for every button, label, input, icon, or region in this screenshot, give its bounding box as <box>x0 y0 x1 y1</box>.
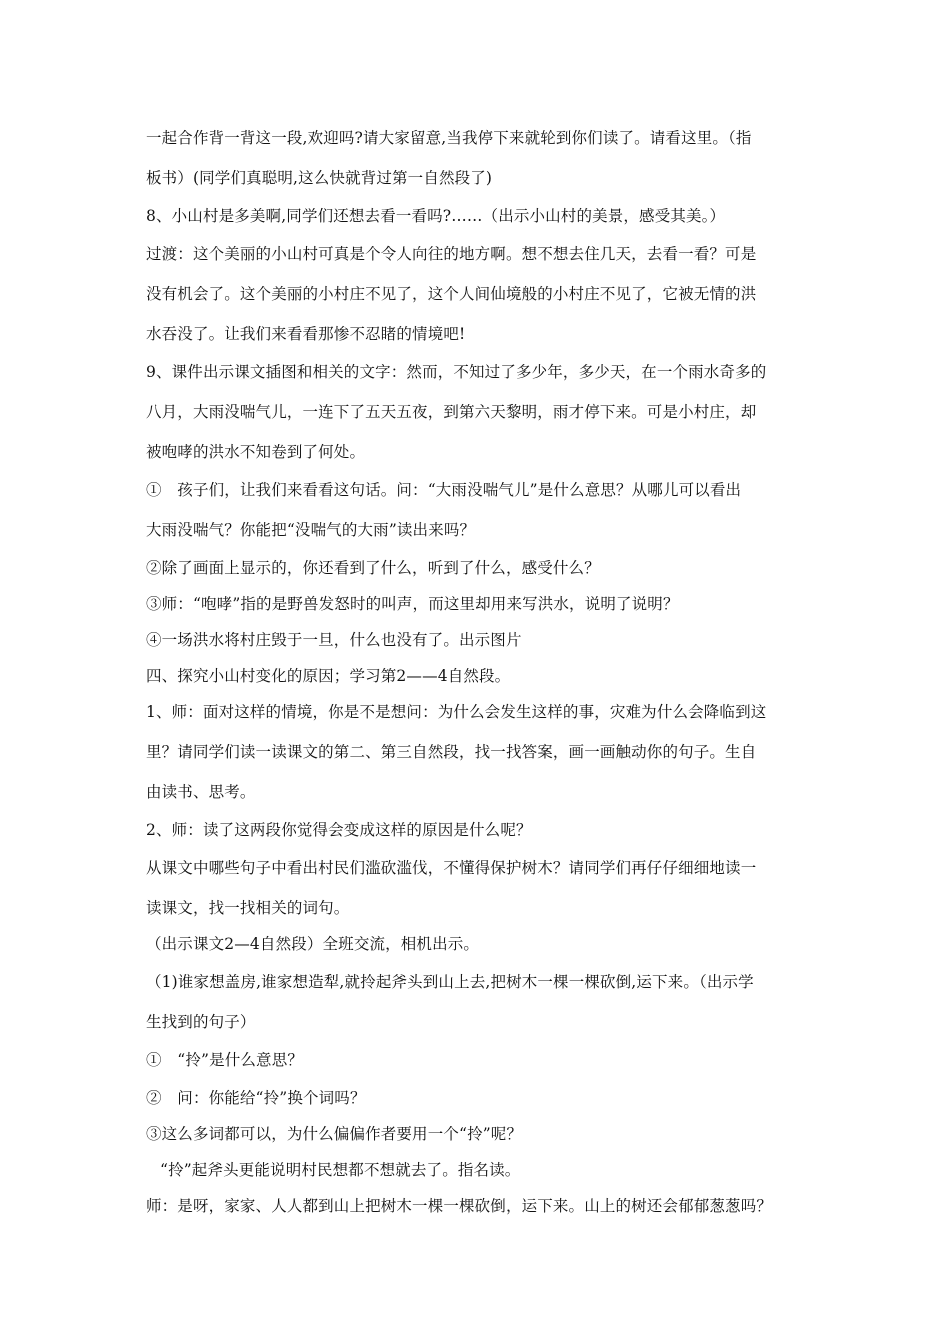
text-line: ④一场洪水将村庄毁于一旦，什么也没有了。出示图片 <box>146 631 522 649</box>
text-line: 从课文中哪些句子中看出村民们滥砍滥伐，不懂得保护树木？请同学们再仔仔细细地读一 <box>146 859 757 877</box>
text-line: 读课文，找一找相关的词句。 <box>146 899 350 917</box>
text-line: 8、小山村是多美啊,同学们还想去看一看吗?……（出示小山村的美景，感受其美。） <box>146 207 726 225</box>
text-line: 大雨没喘气？你能把“没喘气的大雨”读出来吗？ <box>146 521 476 539</box>
text-line: 八月，大雨没喘气儿，一连下了五天五夜，到第六天黎明，雨才停下来。可是小村庄，却 <box>146 403 757 421</box>
text-line: 板书）(同学们真聪明,这么快就背过第一自然段了) <box>146 169 493 187</box>
text-line: ③师：“咆哮”指的是野兽发怒时的叫声，而这里却用来写洪水，说明了说明？ <box>146 595 679 613</box>
text-line: 被咆哮的洪水不知卷到了何处。 <box>146 443 366 461</box>
text-line: 里？请同学们读一读课文的第二、第三自然段，找一找答案，画一画触动你的句子。生自 <box>146 743 757 761</box>
text-line: 由读书、思考。 <box>146 783 256 801</box>
text-line: 水吞没了。让我们来看看那惨不忍睹的情境吧! <box>146 325 466 343</box>
text-line: “拎”起斧头更能说明村民想都不想就去了。指名读。 <box>160 1161 521 1179</box>
text-line: 生找到的句子） <box>146 1013 256 1031</box>
text-line: 2、师：读了这两段你觉得会变成这样的原因是什么呢？ <box>146 821 532 839</box>
text-line: ① “拎”是什么意思？ <box>146 1051 303 1069</box>
text-line: ③这么多词都可以，为什么偏偏作者要用一个“拎”呢？ <box>146 1125 523 1143</box>
text-line: ② 问：你能给“拎”换个词吗？ <box>146 1089 366 1107</box>
text-line: 9、课件出示课文插图和相关的文字：然而，不知过了多少年，多少天，在一个雨水奇多的 <box>146 363 767 381</box>
text-line: 师：是呀，家家、人人都到山上把树木一棵一棵砍倒，运下来。山上的树还会郁郁葱葱吗？ <box>146 1197 773 1215</box>
text-line: 没有机会了。这个美丽的小村庄不见了，这个人间仙境般的小村庄不见了，它被无情的洪 <box>146 285 757 303</box>
text-line: ① 孩子们，让我们来看看这句话。问：“大雨没喘气儿”是什么意思？从哪儿可以看出 <box>146 481 742 499</box>
text-line: （出示课文2—4自然段）全班交流，相机出示。 <box>146 935 480 953</box>
text-line: 过渡：这个美丽的小山村可真是个令人向往的地方啊。想不想去住几天，去看一看？可是 <box>146 245 757 263</box>
text-line: 一起合作背一背这一段,欢迎吗?请大家留意,当我停下来就轮到你们读了。请看这里。（指 <box>146 129 752 147</box>
section-heading: 四、探究小山村变化的原因；学习第2——4自然段。 <box>146 667 511 685</box>
text-line: （1)谁家想盖房,谁家想造犁,就拎起斧头到山上去,把树木一棵一棵砍倒,运下来。（出示学 <box>146 973 754 991</box>
text-line: 1、师：面对这样的情境，你是不是想问：为什么会发生这样的事，灾难为什么会降临到这 <box>146 703 767 721</box>
text-line: ②除了画面上显示的，你还看到了什么，听到了什么，感受什么？ <box>146 559 600 577</box>
